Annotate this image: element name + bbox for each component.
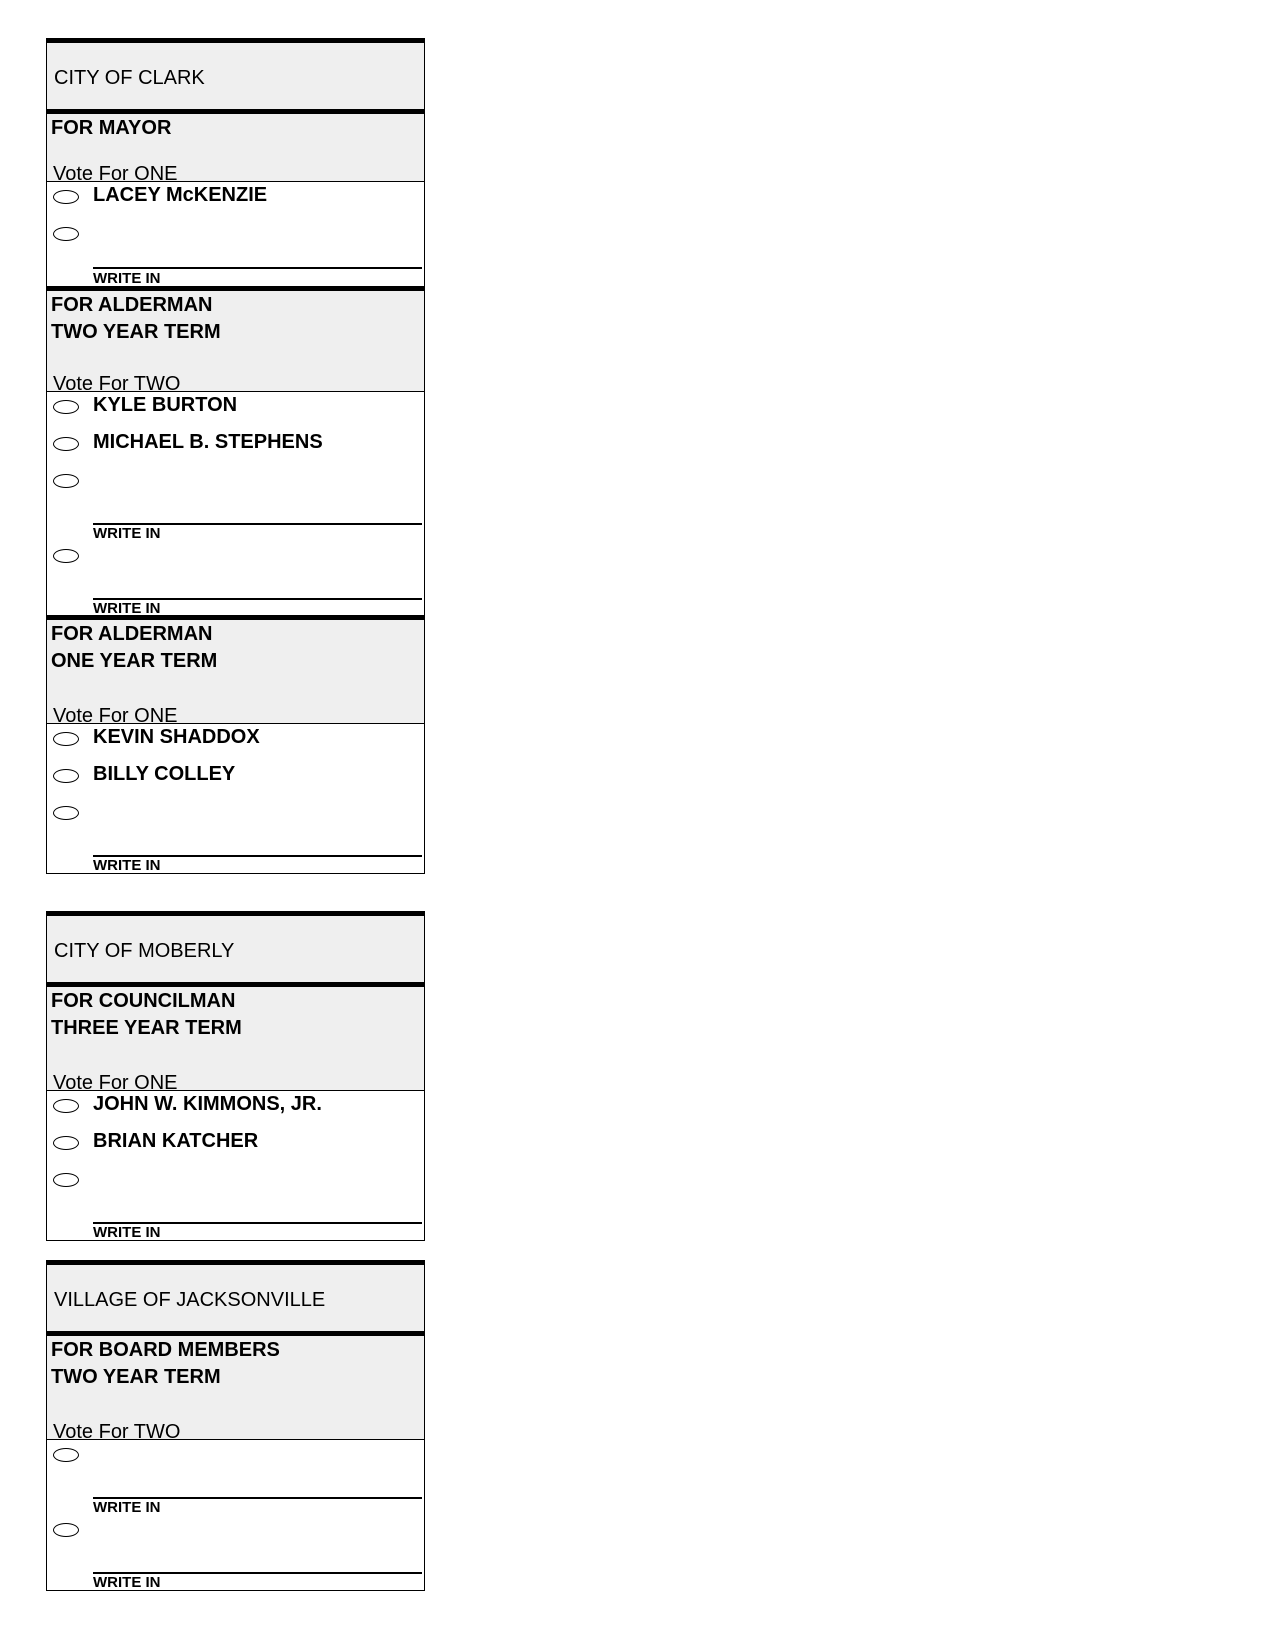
contest-title: FOR ALDERMAN	[51, 294, 213, 316]
vote-oval[interactable]	[53, 474, 79, 488]
contest-header	[47, 291, 424, 395]
vote-oval[interactable]	[53, 190, 79, 204]
ballot-section-clark	[46, 38, 425, 874]
vote-for-label: Vote For TWO	[53, 373, 181, 395]
candidate-name: JOHN W. KIMMONS, JR.	[93, 1093, 322, 1115]
vote-oval[interactable]	[53, 227, 79, 241]
write-in-label: WRITE IN	[93, 1224, 161, 1241]
contest-title: FOR ALDERMAN	[51, 623, 213, 645]
contest-header	[47, 620, 424, 727]
contest-alderman-one-year	[47, 615, 424, 873]
contest-subtitle: THREE YEAR TERM	[51, 1017, 242, 1039]
vote-oval[interactable]	[53, 1173, 79, 1187]
write-in-row[interactable]	[47, 798, 424, 873]
write-in-label: WRITE IN	[93, 600, 161, 617]
ballot-section-jacksonville	[46, 1260, 425, 1591]
write-in-label: WRITE IN	[93, 270, 161, 287]
candidate-row[interactable]	[47, 1128, 424, 1165]
vote-for-label: Vote For ONE	[53, 1072, 178, 1094]
jurisdiction-header	[47, 916, 424, 982]
vote-oval[interactable]	[53, 1523, 79, 1537]
contest-alderman-two-year	[47, 286, 424, 615]
candidate-name: LACEY McKENZIE	[93, 184, 268, 206]
write-in-row[interactable]	[47, 1515, 424, 1590]
jurisdiction-header	[47, 43, 424, 109]
write-in-line[interactable]	[93, 267, 422, 269]
vote-oval[interactable]	[53, 549, 79, 563]
candidate-name: KYLE BURTON	[93, 394, 238, 416]
contest-header	[47, 987, 424, 1094]
ballot-section-moberly	[46, 911, 425, 1241]
write-in-row[interactable]	[47, 1440, 424, 1515]
vote-oval[interactable]	[53, 1099, 79, 1113]
vote-for-label: Vote For ONE	[53, 705, 178, 727]
contest-title: FOR BOARD MEMBERS	[51, 1339, 280, 1361]
write-in-row[interactable]	[47, 1165, 424, 1240]
contest-header	[47, 1336, 424, 1443]
candidate-row[interactable]	[47, 182, 424, 219]
candidate-row[interactable]	[47, 724, 424, 761]
contest-board-members	[47, 1331, 424, 1590]
candidate-row[interactable]	[47, 392, 424, 429]
write-in-label: WRITE IN	[93, 1574, 161, 1591]
candidate-row[interactable]	[47, 1091, 424, 1128]
jurisdiction-title: CITY OF CLARK	[54, 67, 205, 89]
write-in-label: WRITE IN	[93, 857, 161, 874]
candidate-name: BILLY COLLEY	[93, 763, 236, 785]
contest-title: FOR COUNCILMAN	[51, 990, 236, 1012]
write-in-row[interactable]	[47, 466, 424, 541]
candidate-row[interactable]	[47, 761, 424, 798]
contest-header	[47, 114, 424, 185]
vote-oval[interactable]	[53, 806, 79, 820]
vote-for-label: Vote For TWO	[53, 1421, 181, 1443]
contest-subtitle: TWO YEAR TERM	[51, 1366, 221, 1388]
write-in-label: WRITE IN	[93, 1499, 161, 1516]
write-in-row[interactable]	[47, 219, 424, 286]
jurisdiction-title: VILLAGE OF JACKSONVILLE	[54, 1289, 326, 1311]
vote-for-label: Vote For ONE	[53, 163, 178, 185]
vote-oval[interactable]	[53, 1448, 79, 1462]
write-in-row[interactable]	[47, 541, 424, 615]
contest-title: FOR MAYOR	[51, 117, 172, 139]
vote-oval[interactable]	[53, 437, 79, 451]
candidate-name: KEVIN SHADDOX	[93, 726, 260, 748]
jurisdiction-title: CITY OF MOBERLY	[54, 940, 235, 962]
contest-subtitle: ONE YEAR TERM	[51, 650, 218, 672]
candidate-name: MICHAEL B. STEPHENS	[93, 431, 323, 453]
contest-mayor	[47, 109, 424, 286]
vote-oval[interactable]	[53, 1136, 79, 1150]
write-in-label: WRITE IN	[93, 525, 161, 542]
jurisdiction-header	[47, 1265, 424, 1331]
contest-councilman	[47, 982, 424, 1240]
vote-oval[interactable]	[53, 769, 79, 783]
contest-subtitle: TWO YEAR TERM	[51, 321, 221, 343]
vote-oval[interactable]	[53, 400, 79, 414]
vote-oval[interactable]	[53, 732, 79, 746]
candidate-row[interactable]	[47, 429, 424, 466]
candidate-name: BRIAN KATCHER	[93, 1130, 259, 1152]
